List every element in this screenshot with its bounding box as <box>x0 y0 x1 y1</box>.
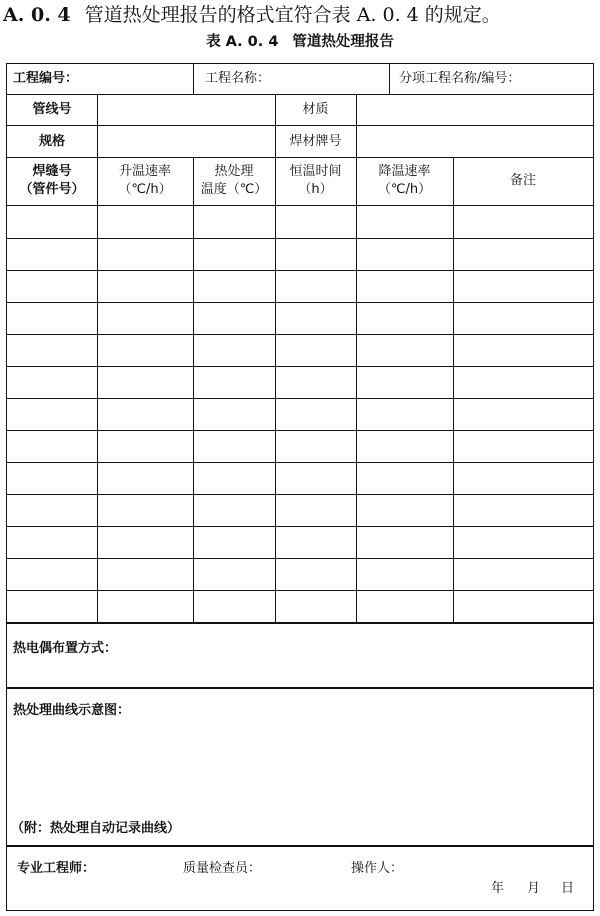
thermocouple-label: 热电偶布置方式： <box>13 641 118 656</box>
column-header-remarks: 备注 <box>509 173 536 188</box>
date-month: 月 <box>527 881 541 896</box>
date-day: 日 <box>561 881 575 896</box>
engineer-label: 专业工程师： <box>17 861 96 876</box>
rule-spec <box>7 157 593 158</box>
column-header-cooling-rate: 降温速率 （℃/h） <box>377 164 432 197</box>
rule-signatures <box>7 845 593 847</box>
rule-header <box>7 94 593 95</box>
curve-label: 热处理曲线示意图： <box>13 703 131 718</box>
date-year: 年 <box>491 881 505 896</box>
sub-project-label: 分项工程名称/编号： <box>399 71 521 86</box>
operator-label: 操作人： <box>351 861 404 876</box>
project-name-label: 工程名称： <box>205 71 271 86</box>
table-title-text: 管道热处理报告 <box>292 34 394 50</box>
inspector-label: 质量检查员： <box>183 861 262 876</box>
rule-curve <box>7 687 593 689</box>
rule-col-header <box>7 205 593 206</box>
table-title <box>0 32 600 52</box>
column-header-holding-time: 恒温时间 （h） <box>289 164 342 197</box>
clause-number: A. 0. 4 <box>3 4 71 26</box>
clause-heading <box>3 2 501 28</box>
report-form <box>6 63 594 911</box>
rule-pipeline <box>7 125 593 126</box>
rule-thermocouple <box>7 622 593 624</box>
table-number: 表 A. 0. 4 <box>206 34 279 50</box>
weld-brand-label: 焊材牌号 <box>289 134 342 149</box>
column-header-heating-rate: 升温速率 （℃/h） <box>118 164 172 197</box>
curve-note: （附：热处理自动记录曲线） <box>11 821 181 836</box>
spec-label: 规格 <box>38 134 65 149</box>
material-label: 材质 <box>302 102 329 117</box>
clause-text: 管道热处理报告的格式宜符合表 A. 0. 4 的规定。 <box>84 4 501 26</box>
column-header-temperature: 热处理 温度（℃） <box>200 164 268 197</box>
project-number-label: 工程编号： <box>13 71 79 86</box>
pipeline-number-label: 管线号 <box>32 102 72 117</box>
column-header-weld: 焊缝号 （管件号） <box>19 164 85 197</box>
